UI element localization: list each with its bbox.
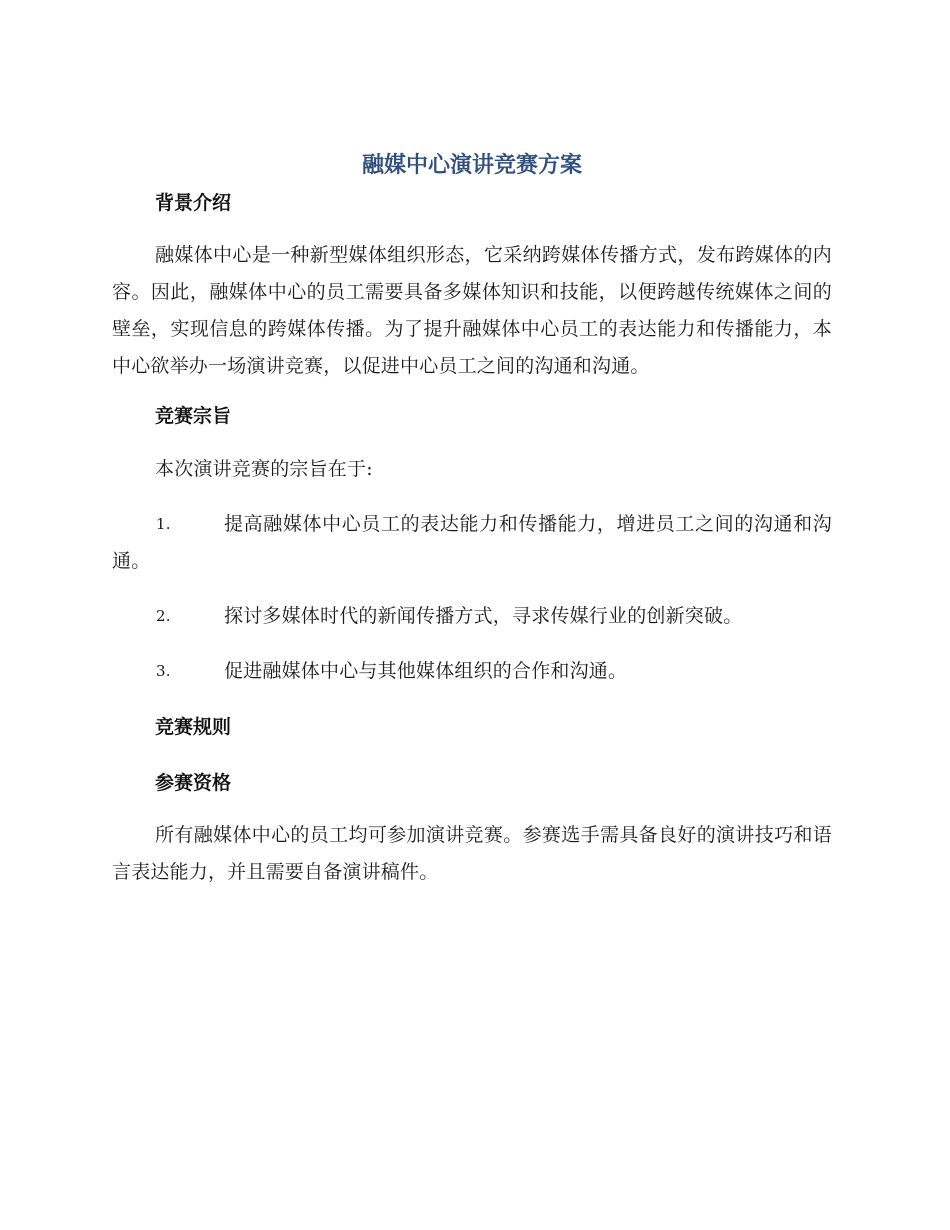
purpose-list-item [112, 506, 832, 580]
section-heading-background: 背景介绍 [155, 192, 232, 214]
purpose-intro: 本次演讲竞赛的宗旨在于: [155, 458, 373, 480]
purpose-list-item [112, 598, 832, 635]
section-heading-rules: 竞赛规则 [155, 716, 232, 738]
background-paragraph: 融媒体中心是一种新型媒体组织形态，它采纳跨媒体传播方式，发布跨媒体的内容。因此，融媒体中心的员工需要具备多媒体知识和技能，以便跨越传统媒体之间的壁垒，实现信息的跨媒体传播。为了提升融媒体中心员工的表达能力和传播能力，本中心欲举办一场演讲竞赛，以促进中心员工之间的沟通和沟通。 [112, 244, 832, 377]
document-title: 融媒中心演讲竞赛方案 [361, 153, 582, 178]
document-page [112, 140, 832, 891]
eligibility-paragraph: 所有融媒体中心的员工均可参加演讲竞赛。参赛选手需具备良好的演讲技巧和语言表达能力，并且需要自备演讲稿件。 [112, 824, 832, 883]
list-number: 1. [156, 515, 171, 533]
section-heading-purpose: 竞赛宗旨 [155, 405, 232, 427]
section-heading-eligibility: 参赛资格 [155, 772, 232, 794]
list-number: 3. [156, 662, 171, 680]
list-item-text: 探讨多媒体时代的新闻传播方式，寻求传媒行业的创新突破。 [224, 605, 743, 627]
purpose-list-item [112, 653, 832, 690]
list-item-text: 提高融媒体中心员工的表达能力和传播能力，增进员工之间的沟通和沟通。 [112, 513, 832, 572]
list-number: 2. [156, 607, 171, 625]
list-item-text: 促进融媒体中心与其他媒体组织的合作和沟通。 [224, 660, 628, 682]
